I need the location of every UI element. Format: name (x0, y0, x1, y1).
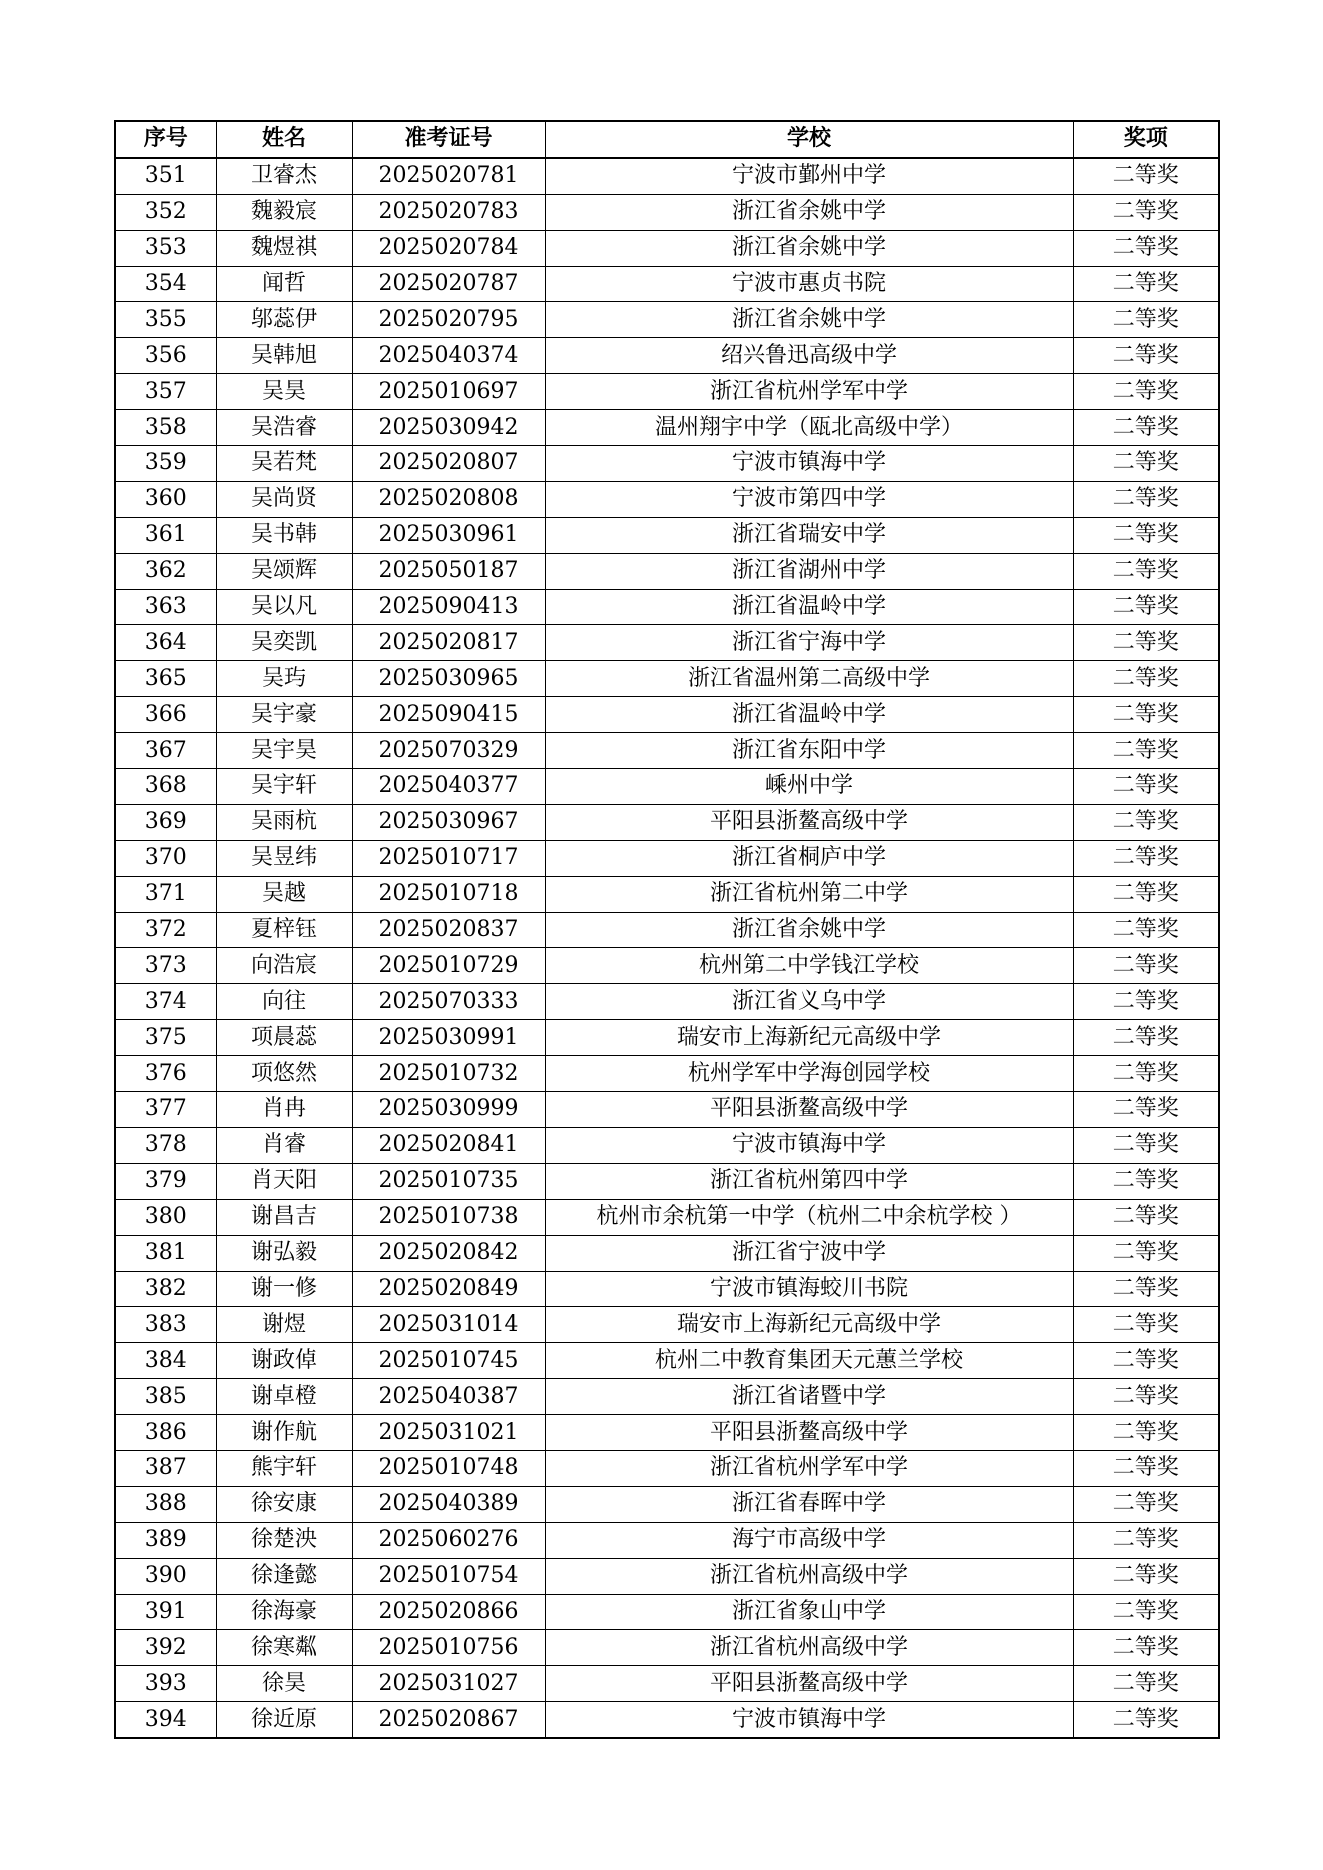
table-row (115, 984, 1219, 1020)
school-cell: 浙江省宁波中学 (545, 1235, 1073, 1271)
table-row (115, 625, 1219, 661)
school-cell: 宁波市惠贞书院 (545, 266, 1073, 302)
table-row (115, 1235, 1219, 1271)
table-row (115, 1594, 1219, 1630)
award-cell: 二等奖 (1073, 446, 1219, 482)
table-row (115, 840, 1219, 876)
serial-number-cell: 355 (115, 302, 216, 338)
award-cell: 二等奖 (1073, 194, 1219, 230)
exam-ticket-number-cell: 2025050187 (352, 553, 545, 589)
school-cell: 浙江省湖州中学 (545, 553, 1073, 589)
serial-number-cell: 378 (115, 1127, 216, 1163)
name-cell: 徐寒粼 (216, 1630, 352, 1666)
exam-ticket-number-cell: 2025030991 (352, 1020, 545, 1056)
serial-number-cell: 392 (115, 1630, 216, 1666)
table-row (115, 1199, 1219, 1235)
exam-ticket-number-cell: 2025030965 (352, 661, 545, 697)
school-cell: 杭州第二中学钱江学校 (545, 948, 1073, 984)
name-cell: 徐近原 (216, 1702, 352, 1738)
school-cell: 浙江省余姚中学 (545, 230, 1073, 266)
table-row (115, 1020, 1219, 1056)
name-cell: 吴玙 (216, 661, 352, 697)
name-cell: 谢作航 (216, 1415, 352, 1451)
school-cell: 宁波市镇海中学 (545, 1127, 1073, 1163)
award-cell: 二等奖 (1073, 840, 1219, 876)
exam-ticket-number-cell: 2025070329 (352, 733, 545, 769)
table-row (115, 1666, 1219, 1702)
header-school: 学校 (545, 121, 1073, 158)
table-row (115, 1307, 1219, 1343)
exam-ticket-number-cell: 2025010697 (352, 374, 545, 410)
exam-ticket-number-cell: 2025031021 (352, 1415, 545, 1451)
name-cell: 魏煜祺 (216, 230, 352, 266)
name-cell: 熊宇轩 (216, 1450, 352, 1486)
serial-number-cell: 385 (115, 1379, 216, 1415)
school-cell: 浙江省宁海中学 (545, 625, 1073, 661)
exam-ticket-number-cell: 2025060276 (352, 1522, 545, 1558)
school-cell: 浙江省义乌中学 (545, 984, 1073, 1020)
school-cell: 杭州市余杭第一中学（杭州二中余杭学校 ） (545, 1199, 1073, 1235)
table-row (115, 1379, 1219, 1415)
name-cell: 徐逢懿 (216, 1558, 352, 1594)
exam-ticket-number-cell: 2025020784 (352, 230, 545, 266)
serial-number-cell: 370 (115, 840, 216, 876)
award-cell: 二等奖 (1073, 1271, 1219, 1307)
name-cell: 吴昱纬 (216, 840, 352, 876)
school-cell: 平阳县浙鳌高级中学 (545, 1415, 1073, 1451)
award-cell: 二等奖 (1073, 410, 1219, 446)
table-row (115, 1450, 1219, 1486)
serial-number-cell: 383 (115, 1307, 216, 1343)
exam-ticket-number-cell: 2025020783 (352, 194, 545, 230)
table-header (115, 121, 1219, 158)
award-cell: 二等奖 (1073, 266, 1219, 302)
serial-number-cell: 379 (115, 1163, 216, 1199)
name-cell: 吴宇昊 (216, 733, 352, 769)
exam-ticket-number-cell: 2025020849 (352, 1271, 545, 1307)
school-cell: 浙江省杭州第四中学 (545, 1163, 1073, 1199)
award-cell: 二等奖 (1073, 1199, 1219, 1235)
school-cell: 嵊州中学 (545, 769, 1073, 805)
award-cell: 二等奖 (1073, 697, 1219, 733)
school-cell: 浙江省东阳中学 (545, 733, 1073, 769)
school-cell: 浙江省温岭中学 (545, 697, 1073, 733)
name-cell: 邬蕊伊 (216, 302, 352, 338)
school-cell: 浙江省象山中学 (545, 1594, 1073, 1630)
table-row (115, 589, 1219, 625)
serial-number-cell: 386 (115, 1415, 216, 1451)
header-name: 姓名 (216, 121, 352, 158)
exam-ticket-number-cell: 2025040377 (352, 769, 545, 805)
table-body (115, 158, 1219, 1738)
school-cell: 宁波市镇海中学 (545, 446, 1073, 482)
name-cell: 吴宇豪 (216, 697, 352, 733)
school-cell: 浙江省杭州第二中学 (545, 876, 1073, 912)
table-row (115, 1127, 1219, 1163)
serial-number-cell: 356 (115, 338, 216, 374)
school-cell: 温州翔宇中学（瓯北高级中学） (545, 410, 1073, 446)
school-cell: 平阳县浙鳌高级中学 (545, 1092, 1073, 1128)
award-cell: 二等奖 (1073, 769, 1219, 805)
exam-ticket-number-cell: 2025010718 (352, 876, 545, 912)
award-cell: 二等奖 (1073, 1379, 1219, 1415)
school-cell: 浙江省杭州高级中学 (545, 1630, 1073, 1666)
exam-ticket-number-cell: 2025020787 (352, 266, 545, 302)
name-cell: 向往 (216, 984, 352, 1020)
name-cell: 吴越 (216, 876, 352, 912)
exam-ticket-number-cell: 2025040374 (352, 338, 545, 374)
serial-number-cell: 390 (115, 1558, 216, 1594)
serial-number-cell: 391 (115, 1594, 216, 1630)
name-cell: 吴奕凯 (216, 625, 352, 661)
exam-ticket-number-cell: 2025040389 (352, 1486, 545, 1522)
exam-ticket-number-cell: 2025031027 (352, 1666, 545, 1702)
name-cell: 谢政倬 (216, 1343, 352, 1379)
table-row (115, 912, 1219, 948)
award-cell: 二等奖 (1073, 230, 1219, 266)
serial-number-cell: 382 (115, 1271, 216, 1307)
table-row (115, 194, 1219, 230)
exam-ticket-number-cell: 2025090413 (352, 589, 545, 625)
serial-number-cell: 358 (115, 410, 216, 446)
award-cell: 二等奖 (1073, 553, 1219, 589)
table-row (115, 230, 1219, 266)
award-cell: 二等奖 (1073, 158, 1219, 194)
name-cell: 吴雨杭 (216, 804, 352, 840)
school-cell: 瑞安市上海新纪元高级中学 (545, 1307, 1073, 1343)
award-cell: 二等奖 (1073, 912, 1219, 948)
table-row (115, 1522, 1219, 1558)
table-row (115, 1630, 1219, 1666)
exam-ticket-number-cell: 2025010756 (352, 1630, 545, 1666)
table-row (115, 1558, 1219, 1594)
name-cell: 徐昊 (216, 1666, 352, 1702)
table-row (115, 266, 1219, 302)
table-row (115, 733, 1219, 769)
name-cell: 吴若梵 (216, 446, 352, 482)
table-row (115, 697, 1219, 733)
table-row (115, 804, 1219, 840)
award-cell: 二等奖 (1073, 1092, 1219, 1128)
name-cell: 吴宇轩 (216, 769, 352, 805)
serial-number-cell: 375 (115, 1020, 216, 1056)
table-row (115, 158, 1219, 194)
serial-number-cell: 387 (115, 1450, 216, 1486)
award-cell: 二等奖 (1073, 1594, 1219, 1630)
serial-number-cell: 373 (115, 948, 216, 984)
serial-number-cell: 365 (115, 661, 216, 697)
serial-number-cell: 351 (115, 158, 216, 194)
school-cell: 绍兴鲁迅高级中学 (545, 338, 1073, 374)
serial-number-cell: 377 (115, 1092, 216, 1128)
name-cell: 夏梓钰 (216, 912, 352, 948)
award-cell: 二等奖 (1073, 1450, 1219, 1486)
header-exam-ticket-number: 准考证号 (352, 121, 545, 158)
award-cell: 二等奖 (1073, 1020, 1219, 1056)
award-cell: 二等奖 (1073, 1127, 1219, 1163)
name-cell: 谢卓橙 (216, 1379, 352, 1415)
table-row (115, 769, 1219, 805)
name-cell: 徐海豪 (216, 1594, 352, 1630)
name-cell: 谢一修 (216, 1271, 352, 1307)
name-cell: 项悠然 (216, 1056, 352, 1092)
award-table (114, 120, 1220, 1739)
award-cell: 二等奖 (1073, 517, 1219, 553)
name-cell: 谢煜 (216, 1307, 352, 1343)
table-row (115, 481, 1219, 517)
award-cell: 二等奖 (1073, 1486, 1219, 1522)
award-cell: 二等奖 (1073, 1163, 1219, 1199)
serial-number-cell: 372 (115, 912, 216, 948)
header-serial-number: 序号 (115, 121, 216, 158)
school-cell: 浙江省春晖中学 (545, 1486, 1073, 1522)
name-cell: 谢昌吉 (216, 1199, 352, 1235)
serial-number-cell: 384 (115, 1343, 216, 1379)
serial-number-cell: 361 (115, 517, 216, 553)
exam-ticket-number-cell: 2025030961 (352, 517, 545, 553)
exam-ticket-number-cell: 2025010732 (352, 1056, 545, 1092)
award-cell: 二等奖 (1073, 338, 1219, 374)
serial-number-cell: 353 (115, 230, 216, 266)
award-cell: 二等奖 (1073, 1702, 1219, 1738)
name-cell: 吴书韩 (216, 517, 352, 553)
award-cell: 二等奖 (1073, 876, 1219, 912)
award-cell: 二等奖 (1073, 1235, 1219, 1271)
exam-ticket-number-cell: 2025020781 (352, 158, 545, 194)
serial-number-cell: 364 (115, 625, 216, 661)
exam-ticket-number-cell: 2025090415 (352, 697, 545, 733)
award-cell: 二等奖 (1073, 625, 1219, 661)
name-cell: 吴韩旭 (216, 338, 352, 374)
exam-ticket-number-cell: 2025010738 (352, 1199, 545, 1235)
school-cell: 浙江省杭州学军中学 (545, 374, 1073, 410)
serial-number-cell: 363 (115, 589, 216, 625)
table-row (115, 1056, 1219, 1092)
award-cell: 二等奖 (1073, 589, 1219, 625)
school-cell: 浙江省桐庐中学 (545, 840, 1073, 876)
school-cell: 杭州二中教育集团天元蕙兰学校 (545, 1343, 1073, 1379)
table-row (115, 1092, 1219, 1128)
name-cell: 肖冉 (216, 1092, 352, 1128)
table-row (115, 374, 1219, 410)
school-cell: 浙江省杭州学军中学 (545, 1450, 1073, 1486)
school-cell: 平阳县浙鳌高级中学 (545, 1666, 1073, 1702)
serial-number-cell: 388 (115, 1486, 216, 1522)
exam-ticket-number-cell: 2025010745 (352, 1343, 545, 1379)
school-cell: 浙江省瑞安中学 (545, 517, 1073, 553)
header-award: 奖项 (1073, 121, 1219, 158)
name-cell: 徐安康 (216, 1486, 352, 1522)
award-cell: 二等奖 (1073, 984, 1219, 1020)
table-row (115, 410, 1219, 446)
school-cell: 浙江省温岭中学 (545, 589, 1073, 625)
serial-number-cell: 359 (115, 446, 216, 482)
serial-number-cell: 380 (115, 1199, 216, 1235)
exam-ticket-number-cell: 2025010717 (352, 840, 545, 876)
serial-number-cell: 362 (115, 553, 216, 589)
school-cell: 海宁市高级中学 (545, 1522, 1073, 1558)
name-cell: 徐楚泱 (216, 1522, 352, 1558)
award-cell: 二等奖 (1073, 733, 1219, 769)
name-cell: 肖睿 (216, 1127, 352, 1163)
school-cell: 宁波市第四中学 (545, 481, 1073, 517)
exam-ticket-number-cell: 2025031014 (352, 1307, 545, 1343)
exam-ticket-number-cell: 2025020842 (352, 1235, 545, 1271)
name-cell: 项晨蕊 (216, 1020, 352, 1056)
school-cell: 宁波市镇海蛟川书院 (545, 1271, 1073, 1307)
award-cell: 二等奖 (1073, 1415, 1219, 1451)
table-row (115, 338, 1219, 374)
table-row (115, 1415, 1219, 1451)
serial-number-cell: 376 (115, 1056, 216, 1092)
exam-ticket-number-cell: 2025010729 (352, 948, 545, 984)
award-cell: 二等奖 (1073, 948, 1219, 984)
name-cell: 吴颂辉 (216, 553, 352, 589)
exam-ticket-number-cell: 2025020817 (352, 625, 545, 661)
name-cell: 向浩宸 (216, 948, 352, 984)
table-row (115, 1343, 1219, 1379)
award-cell: 二等奖 (1073, 374, 1219, 410)
table-row (115, 1271, 1219, 1307)
serial-number-cell: 352 (115, 194, 216, 230)
serial-number-cell: 366 (115, 697, 216, 733)
name-cell: 谢弘毅 (216, 1235, 352, 1271)
serial-number-cell: 360 (115, 481, 216, 517)
table-row (115, 1163, 1219, 1199)
school-cell: 宁波市镇海中学 (545, 1702, 1073, 1738)
exam-ticket-number-cell: 2025020866 (352, 1594, 545, 1630)
serial-number-cell: 371 (115, 876, 216, 912)
serial-number-cell: 389 (115, 1522, 216, 1558)
exam-ticket-number-cell: 2025040387 (352, 1379, 545, 1415)
award-cell: 二等奖 (1073, 1666, 1219, 1702)
school-cell: 瑞安市上海新纪元高级中学 (545, 1020, 1073, 1056)
award-cell: 二等奖 (1073, 302, 1219, 338)
school-cell: 浙江省诸暨中学 (545, 1379, 1073, 1415)
school-cell: 浙江省余姚中学 (545, 912, 1073, 948)
exam-ticket-number-cell: 2025020795 (352, 302, 545, 338)
award-cell: 二等奖 (1073, 1630, 1219, 1666)
serial-number-cell: 354 (115, 266, 216, 302)
name-cell: 吴昊 (216, 374, 352, 410)
school-cell: 平阳县浙鳌高级中学 (545, 804, 1073, 840)
name-cell: 魏毅宸 (216, 194, 352, 230)
table-row (115, 661, 1219, 697)
school-cell: 杭州学军中学海创园学校 (545, 1056, 1073, 1092)
award-cell: 二等奖 (1073, 1343, 1219, 1379)
serial-number-cell: 369 (115, 804, 216, 840)
name-cell: 闻哲 (216, 266, 352, 302)
award-cell: 二等奖 (1073, 661, 1219, 697)
name-cell: 吴尚贤 (216, 481, 352, 517)
exam-ticket-number-cell: 2025020837 (352, 912, 545, 948)
exam-ticket-number-cell: 2025020807 (352, 446, 545, 482)
table-row (115, 948, 1219, 984)
exam-ticket-number-cell: 2025010754 (352, 1558, 545, 1594)
serial-number-cell: 393 (115, 1666, 216, 1702)
table-row (115, 1702, 1219, 1738)
award-cell: 二等奖 (1073, 481, 1219, 517)
school-cell: 浙江省温州第二高级中学 (545, 661, 1073, 697)
school-cell: 浙江省余姚中学 (545, 302, 1073, 338)
table-row (115, 517, 1219, 553)
name-cell: 吴以凡 (216, 589, 352, 625)
name-cell: 卫睿杰 (216, 158, 352, 194)
award-cell: 二等奖 (1073, 1056, 1219, 1092)
exam-ticket-number-cell: 2025020841 (352, 1127, 545, 1163)
award-cell: 二等奖 (1073, 1307, 1219, 1343)
exam-ticket-number-cell: 2025030967 (352, 804, 545, 840)
exam-ticket-number-cell: 2025010748 (352, 1450, 545, 1486)
award-cell: 二等奖 (1073, 804, 1219, 840)
school-cell: 浙江省杭州高级中学 (545, 1558, 1073, 1594)
award-cell: 二等奖 (1073, 1558, 1219, 1594)
serial-number-cell: 394 (115, 1702, 216, 1738)
exam-ticket-number-cell: 2025030999 (352, 1092, 545, 1128)
serial-number-cell: 368 (115, 769, 216, 805)
serial-number-cell: 374 (115, 984, 216, 1020)
name-cell: 吴浩睿 (216, 410, 352, 446)
serial-number-cell: 357 (115, 374, 216, 410)
exam-ticket-number-cell: 2025020808 (352, 481, 545, 517)
exam-ticket-number-cell: 2025030942 (352, 410, 545, 446)
name-cell: 肖天阳 (216, 1163, 352, 1199)
school-cell: 宁波市鄞州中学 (545, 158, 1073, 194)
table-row (115, 302, 1219, 338)
serial-number-cell: 381 (115, 1235, 216, 1271)
exam-ticket-number-cell: 2025070333 (352, 984, 545, 1020)
school-cell: 浙江省余姚中学 (545, 194, 1073, 230)
table-row (115, 1486, 1219, 1522)
exam-ticket-number-cell: 2025010735 (352, 1163, 545, 1199)
exam-ticket-number-cell: 2025020867 (352, 1702, 545, 1738)
header-row (115, 121, 1219, 158)
award-cell: 二等奖 (1073, 1522, 1219, 1558)
table-row (115, 876, 1219, 912)
table-row (115, 446, 1219, 482)
table-row (115, 553, 1219, 589)
serial-number-cell: 367 (115, 733, 216, 769)
